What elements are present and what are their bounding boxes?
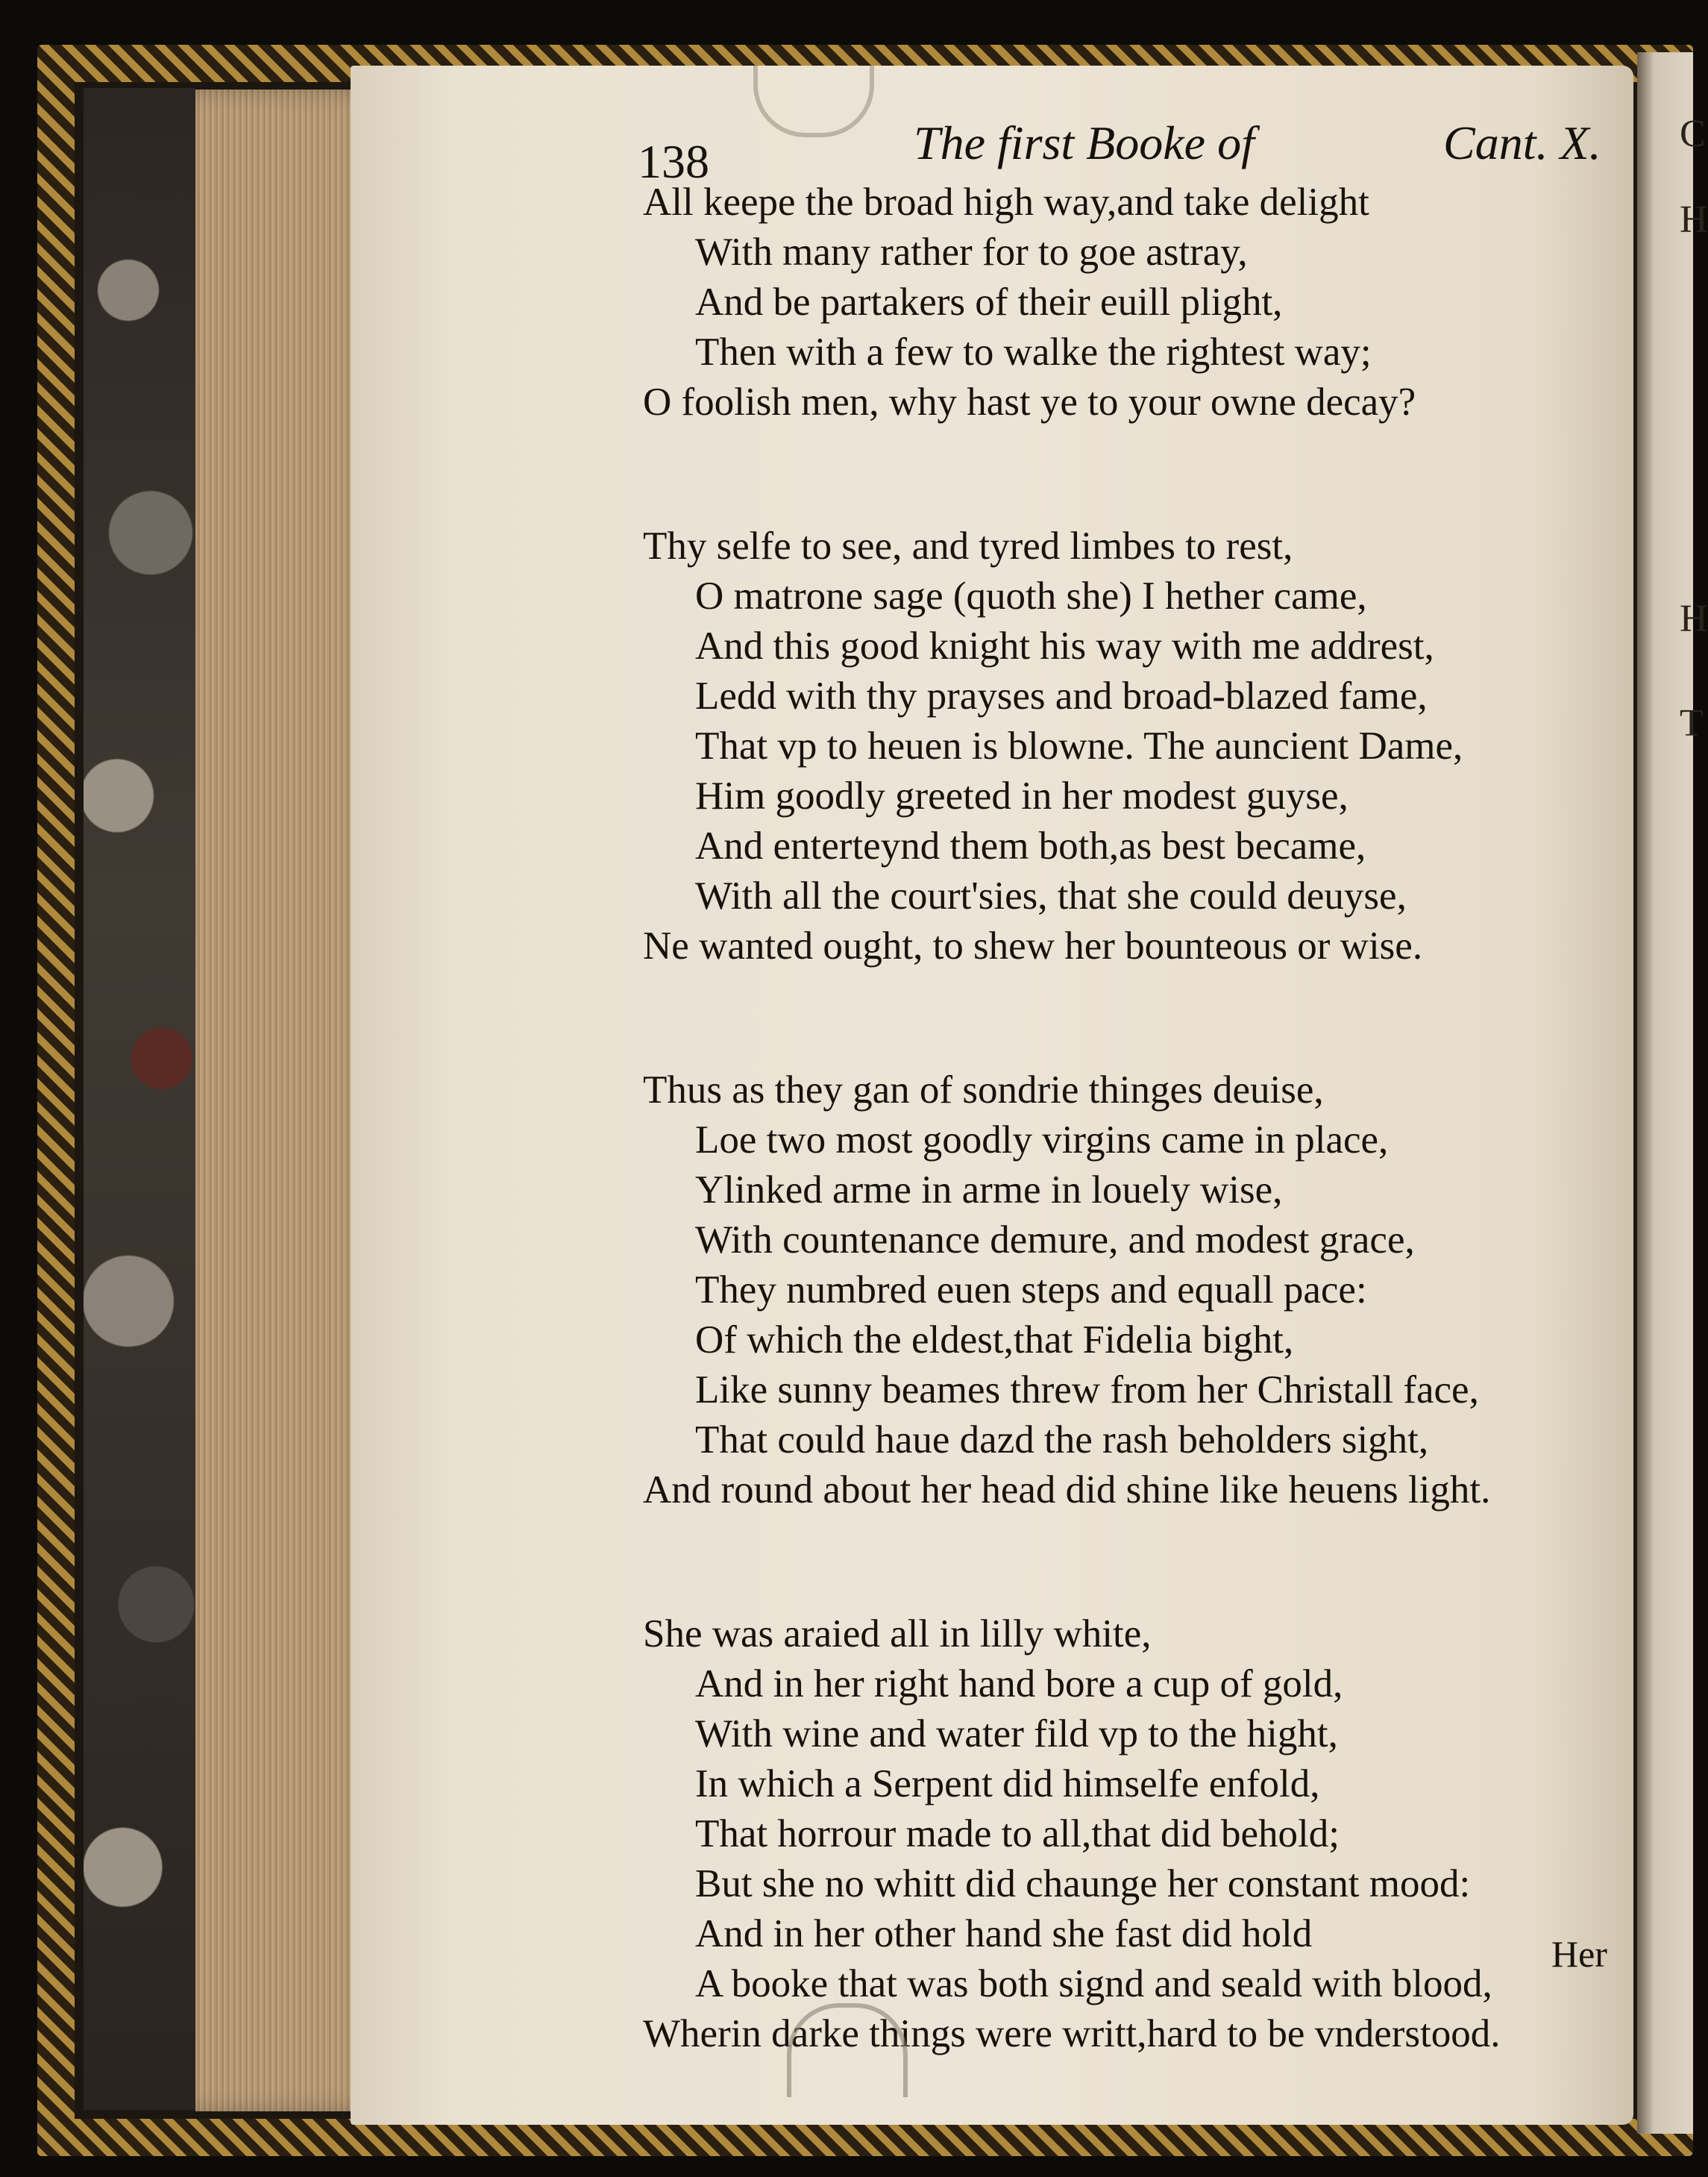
canto-label: Cant. X. (1443, 116, 1601, 169)
poem-text (643, 178, 1613, 2059)
verse-line: Him goodly greeted in her modest guyse, (695, 774, 1348, 818)
verse-line: Loe two most goodly virgins came in place, (695, 1118, 1389, 1162)
verse-line: That could haue dazd the rash beholders sight, (695, 1418, 1429, 1462)
verse-line: She was araied all in lilly white, (643, 1612, 1152, 1656)
stanza (643, 521, 1613, 971)
marbled-endpaper (84, 88, 198, 2110)
facing-page-glyph: H (1680, 598, 1708, 640)
running-title: The first Booke of (914, 116, 1255, 169)
verse-line: Thus as they gan of sondrie thinges deuise, (643, 1068, 1324, 1112)
facing-page-glyph: T (1680, 702, 1704, 745)
bookmark-clip-bottom (787, 2003, 908, 2097)
verse-line: And enterteynd them both,as best became, (695, 824, 1366, 868)
verse-line: With all the court'sies, that she could deuyse, (695, 874, 1407, 918)
verse-line: Then with a few to walke the rightest way; (695, 331, 1372, 374)
verse-line: And round about her head did shine like heuens light. (643, 1468, 1491, 1512)
facing-page-glyph: C (1680, 113, 1706, 155)
stanza (643, 178, 1613, 427)
verse-line: O matrone sage (quoth she) I hether came, (695, 574, 1367, 618)
verse-line: Ledd with thy prayses and broad-blazed fame, (695, 674, 1428, 718)
verse-line: And in her right hand bore a cup of gold, (695, 1662, 1343, 1705)
page-header (0, 104, 1693, 188)
verse-line: A booke that was both signd and seald with blood, (695, 1962, 1492, 2005)
verse-line: Wherin darke things were writt,hard to be vnderstood. (643, 2012, 1501, 2055)
catchword: Her (1551, 1933, 1607, 1975)
verse-line: All keepe the broad high way,and take delight (643, 181, 1369, 224)
verse-line: That vp to heuen is blowne. The auncient Dame, (695, 724, 1463, 768)
verse-line: But she no whitt did chaunge her constant mood: (695, 1862, 1471, 1905)
verse-line: Like sunny beames threw from her Christall face, (695, 1368, 1479, 1412)
verse-line: With many rather for to goe astray, (695, 231, 1248, 274)
facing-page (1637, 52, 1693, 2134)
stanza (643, 1609, 1613, 2059)
verse-line: With countenance demure, and modest grace, (695, 1218, 1415, 1262)
facing-page-glyph: H (1680, 198, 1708, 241)
verse-line: And be partakers of their euill plight, (695, 281, 1283, 324)
verse-line: That horrour made to all,that did behold; (695, 1812, 1340, 1855)
verse-line: O foolish men, why hast ye to your owne decay? (643, 380, 1416, 424)
verse-line: And in her other hand she fast did hold (695, 1912, 1313, 1955)
page-number: 138 (638, 135, 709, 188)
verse-line: Thy selfe to see, and tyred limbes to rest, (643, 524, 1293, 568)
verse-line: And this good knight his way with me addrest, (695, 624, 1434, 668)
verse-line: Ne wanted ought, to shew her bounteous or wise. (643, 924, 1423, 968)
verse-line: They numbred euen steps and equall pace: (695, 1268, 1367, 1312)
stanza (643, 1065, 1613, 1515)
verse-line: Ylinked arme in arme in louely wise, (695, 1168, 1283, 1212)
verse-line: In which a Serpent did himselfe enfold, (695, 1762, 1320, 1805)
verse-line: Of which the eldest,that Fidelia bight, (695, 1318, 1294, 1362)
verse-line: With wine and water fild vp to the hight, (695, 1712, 1338, 1755)
